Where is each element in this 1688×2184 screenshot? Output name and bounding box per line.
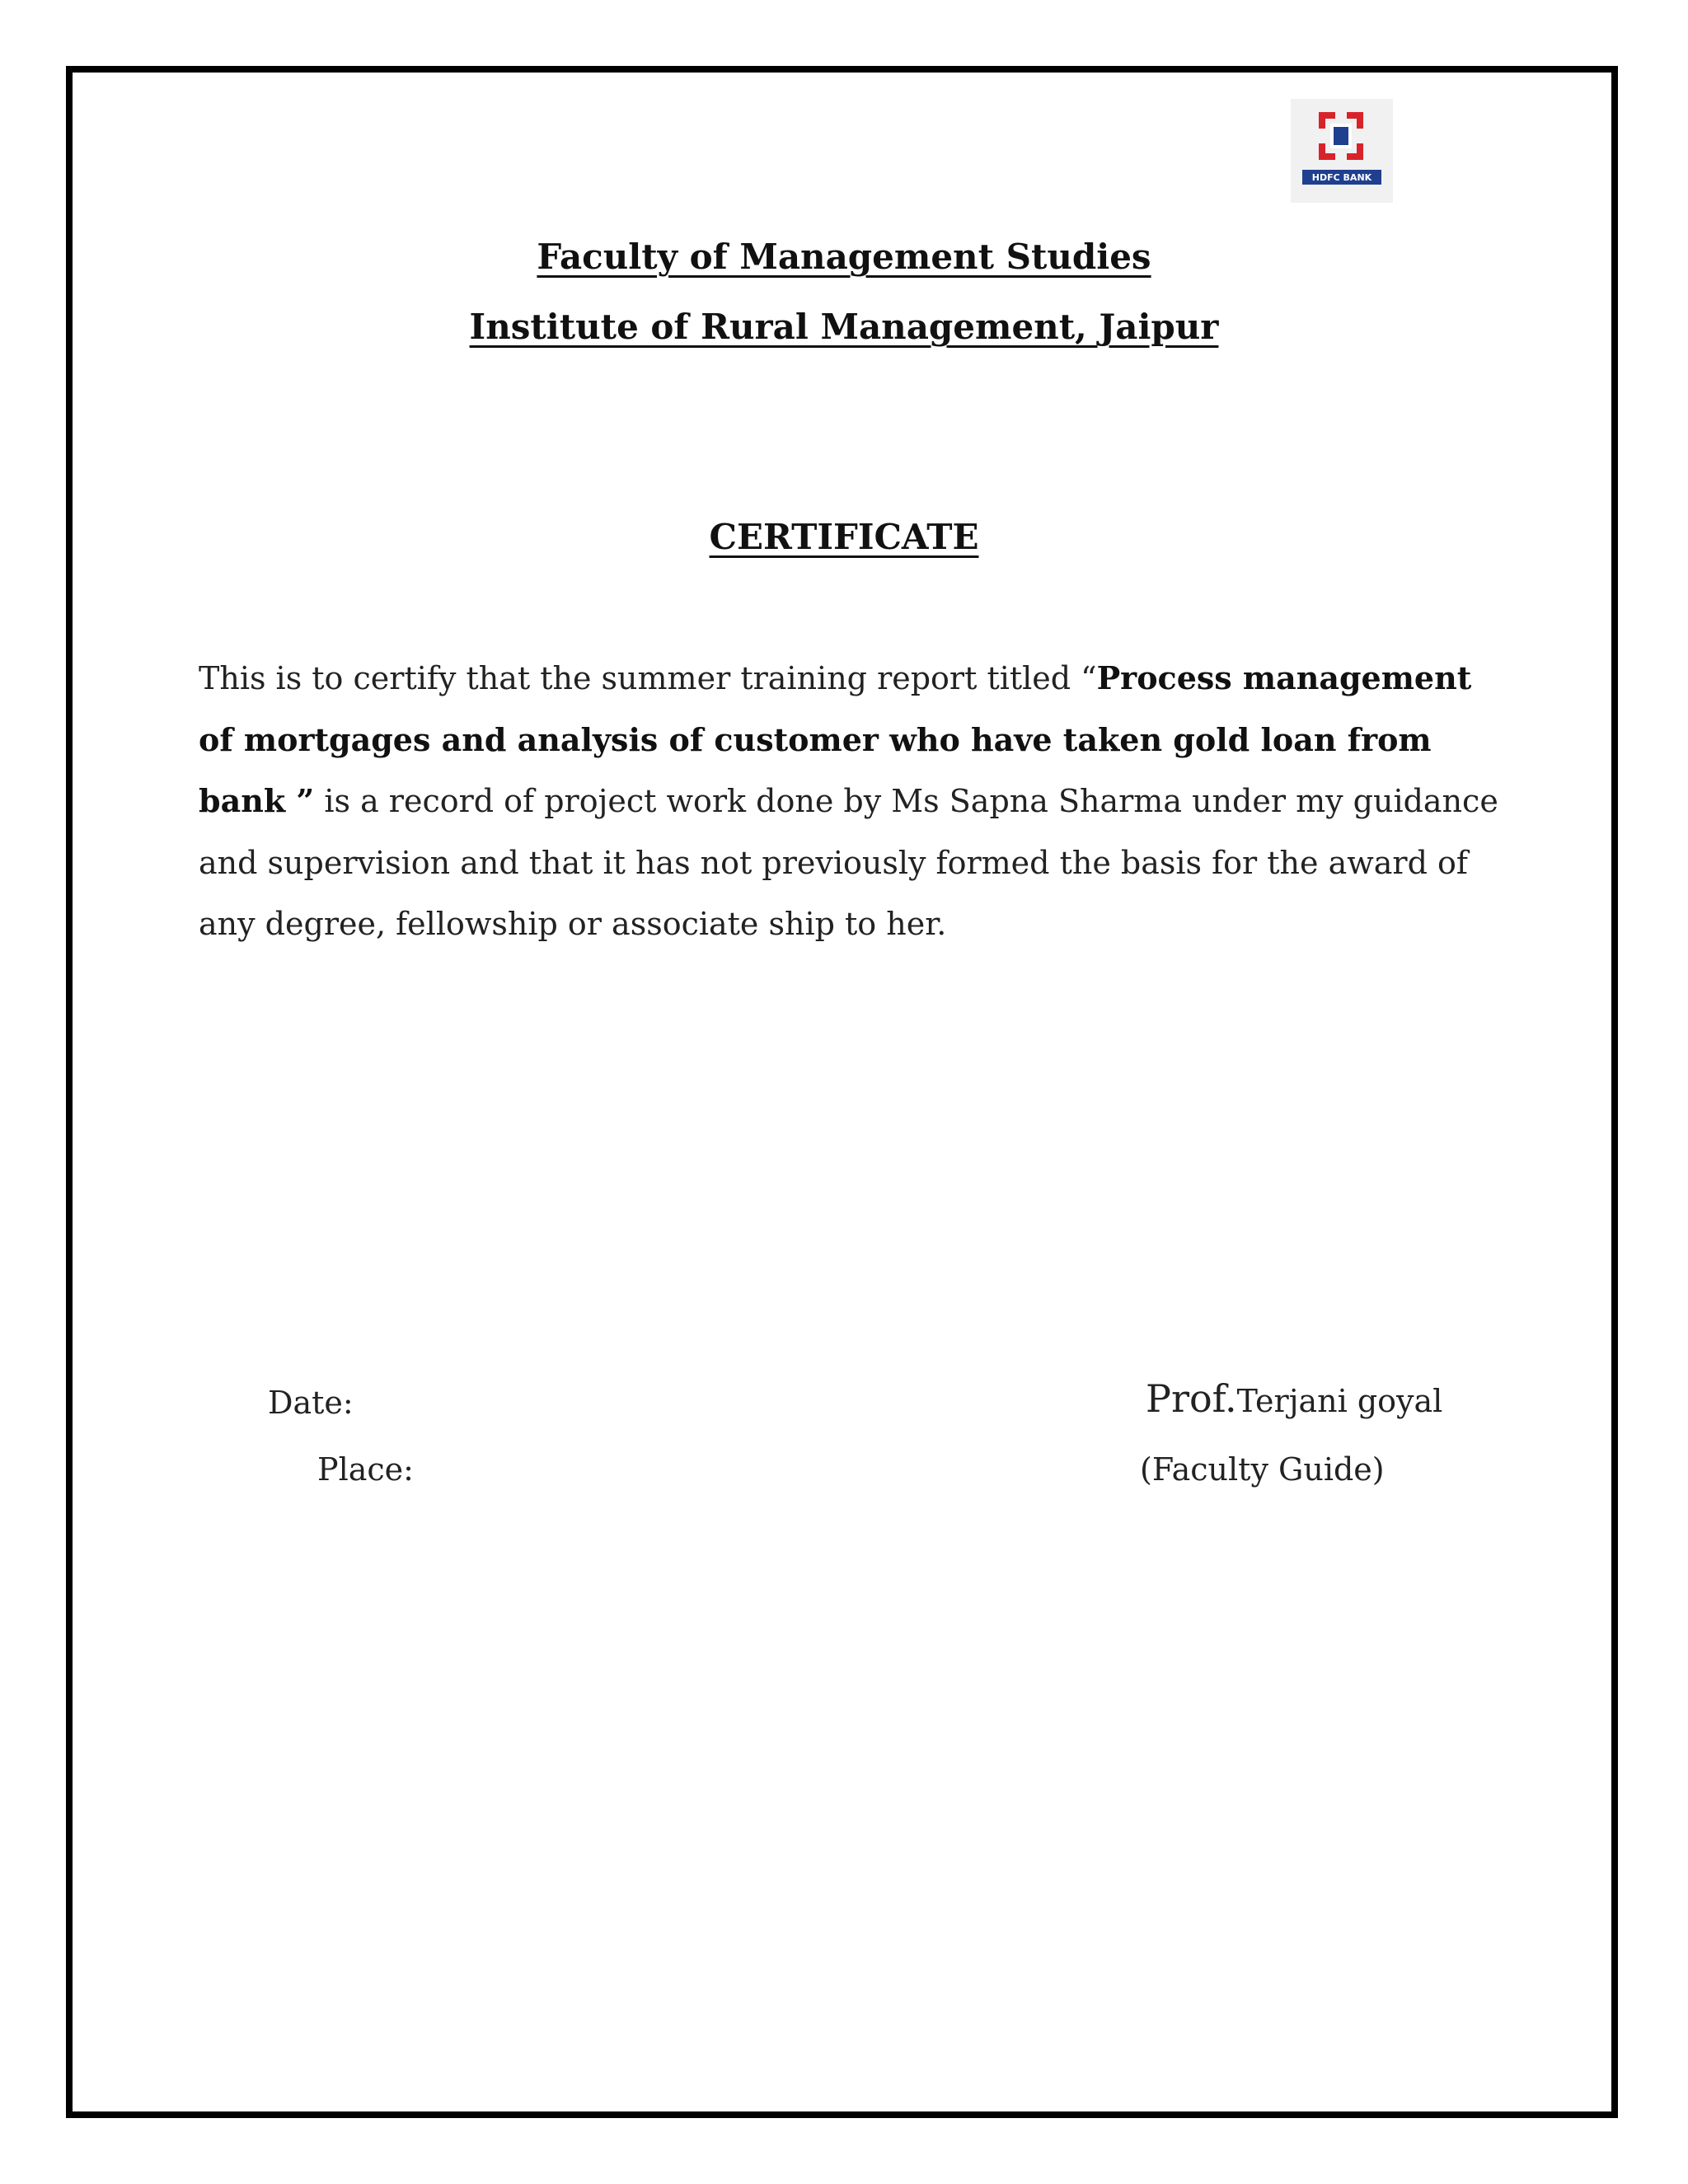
faculty-guide-role: (Faculty Guide) [1140, 1451, 1385, 1488]
logo-wordmark: HDFC BANK [1311, 172, 1372, 183]
certificate-title: CERTIFICATE [709, 517, 979, 557]
guide-name: Terjani goyal [1236, 1383, 1443, 1419]
prof-prefix: Prof. [1146, 1376, 1237, 1421]
faculty-heading: Faculty of Management Studies [537, 237, 1151, 277]
certificate-statement: is a record of project work done by Ms Sapna Sharma under my guidance and supervision and that it has not previously formed the basis for the award of any degree, fellowship or associate ship to her. [199, 783, 1498, 942]
institute-heading: Institute of Rural Management, Jaipur [469, 307, 1219, 347]
faculty-guide-name [1146, 1376, 1442, 1422]
hdfc-bank-logo [1291, 99, 1393, 203]
report-title: Process management of mortgages and analysis of customer who have taken gold loan from bank ” [199, 659, 1472, 819]
certificate-intro: This is to certify that the summer training report titled “ [199, 660, 1097, 696]
certificate-body [199, 648, 1501, 955]
page-border [66, 66, 1618, 2118]
date-label: Date: [268, 1385, 354, 1421]
place-label: Place: [317, 1451, 414, 1488]
